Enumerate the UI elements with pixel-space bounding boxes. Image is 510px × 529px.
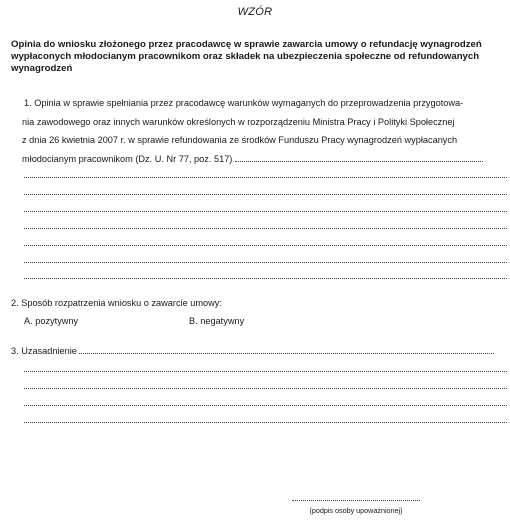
section-3-answer-line-2[interactable] [24,388,507,389]
signature-line[interactable] [292,500,420,501]
section-1-answer-line-1[interactable] [24,177,507,178]
section-3-answer-line-4[interactable] [24,422,507,423]
section-1-answer-line-5[interactable] [24,245,507,246]
section-1-fill-line[interactable] [235,160,483,162]
section-3-row [11,345,494,357]
section-1-answer-line-7[interactable] [24,278,507,279]
section-1-line-3: z dnia 26 kwietnia 2007 r. w sprawie refundowania ze środków Funduszu Pracy wynagrodzeń wypłacanych [22,135,458,145]
section-1-line-4-row [22,150,510,169]
section-2-label: 2. Sposób rozpatrzenia wniosku o zawarcie umowy: [11,298,222,308]
section-1-number: 1. [24,98,32,108]
section-1-line-2: nia zawodowego oraz innych warunków określonych w rozporządzeniu Ministra Pracy i Polityki Społecznej [22,116,455,127]
section-1-answer-line-6[interactable] [24,262,507,263]
document-title: WZÓR [237,6,273,18]
section-3-answer-line-1[interactable] [24,371,507,372]
option-a-positive[interactable]: A. pozytywny [24,316,79,326]
section-3-fill-line[interactable] [79,352,494,354]
section-3-answer-line-3[interactable] [24,405,507,406]
section-3-label: 3. Uzasadnienie [11,346,77,356]
section-1-answer-line-4[interactable] [24,228,507,229]
section-1-answer-line-2[interactable] [24,194,507,195]
section-1-line-1: Opinia w sprawie spełniania przez pracodawcę warunków wymaganych do przeprowadzenia przygotowa- [34,98,464,108]
section-1-answer-line-3[interactable] [24,211,507,212]
section-1-line-4: młodocianym pracownikom (Dz. U. Nr 77, poz. 517) [22,153,233,164]
section-1-line [24,94,510,113]
option-b-negative[interactable]: B. negatywny [189,316,245,326]
document-heading: Opinia do wniosku złożonego przez pracodawcę w sprawie zawarcia umowy o refundację wynagrodzeń wypłaconych młodocianym pracownikom oraz składek na ubezpieczenia społeczne od refundowanych wynagrodzeń [11,39,482,74]
signature-caption: (podpis osoby upoważnionej) [309,506,403,515]
section-1-text [24,94,510,168]
